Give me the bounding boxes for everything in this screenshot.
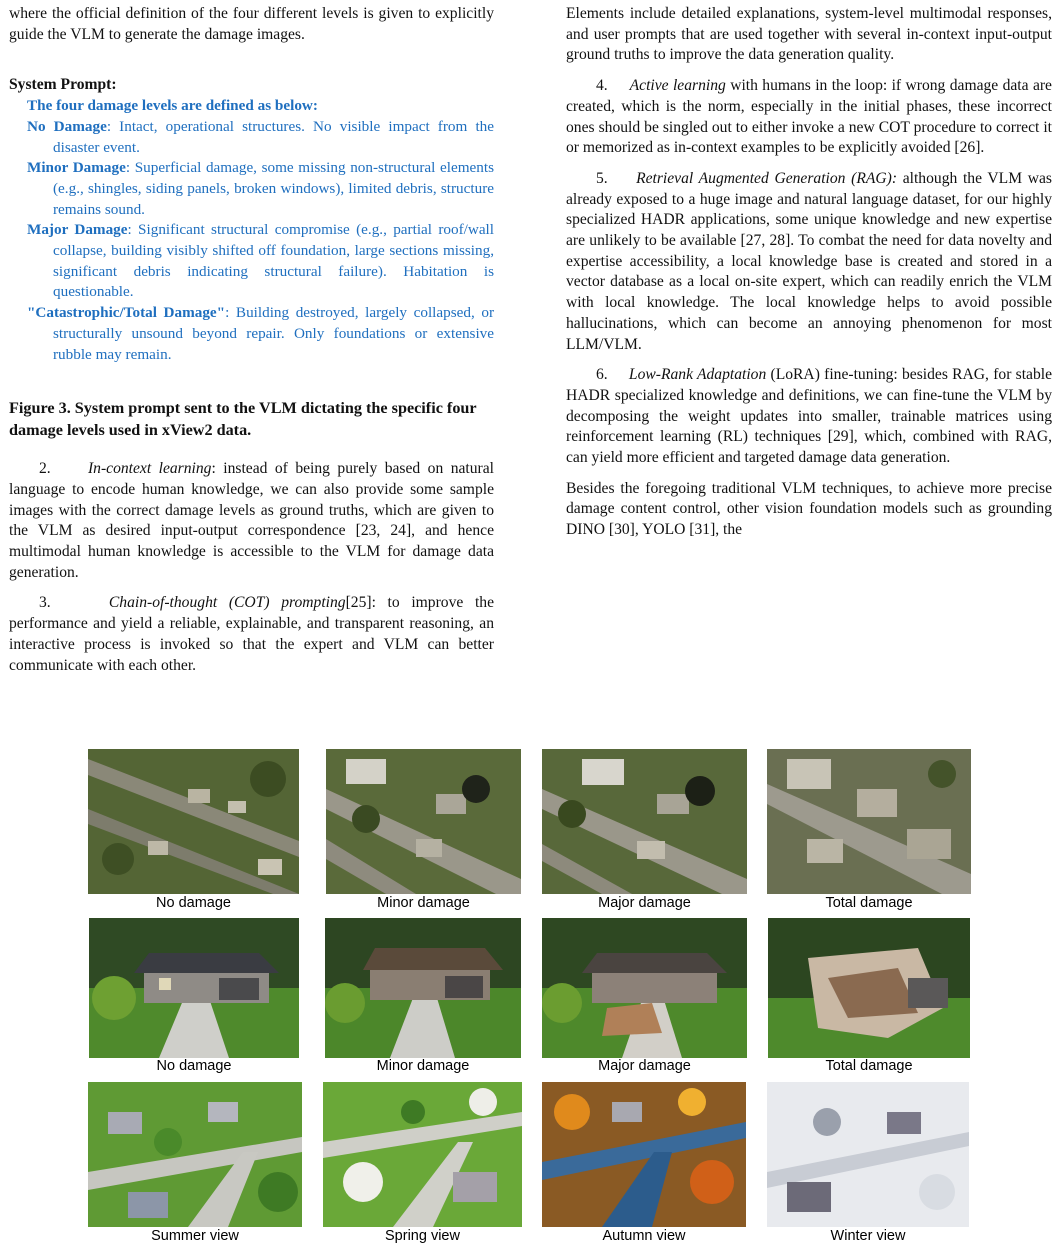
caption-row2-1: No damage <box>156 1058 232 1074</box>
closing-paragraph: Besides the foregoing traditional VLM techniques, to achieve more precise damage content control, other vision foundation models such as grounding DINO [30], YOLO [31], the <box>566 479 1052 539</box>
house-scene <box>89 918 299 1058</box>
house-scene <box>542 918 747 1058</box>
satellite-scene <box>542 749 747 894</box>
caption-row1-3: Major damage <box>598 895 691 911</box>
autumn-view-image <box>542 1082 746 1227</box>
sat-minor-damage-image <box>326 749 521 894</box>
system-prompt-label: System Prompt: <box>9 76 117 94</box>
caption-row2-3: Major damage <box>598 1058 691 1074</box>
item-3-paragraph: 3. Chain-of-thought (COT) prompting[25]: to improve the performance and yield a reliable, explainable, and transparent reasoning, an interactive process is invoked so that the expert and VLM can better communicate with each other. <box>9 594 494 674</box>
satellite-scene <box>88 749 299 894</box>
right-column <box>566 4 1052 541</box>
item-4-paragraph: 4. Active learning with humans in the loop: if wrong damage data are created, which is the norm, especially in the initial phases, these incorrect ones should be singled out to either invoke a new COT procedure to correct it or memorized as in-context examples to be explicitly avoided [26]. <box>566 77 1052 157</box>
sat-no-damage-image <box>88 749 299 894</box>
prompt-title: The four damage levels are defined as below: <box>27 97 318 115</box>
caption-row3-2: Spring view <box>385 1228 460 1244</box>
spring-view-image <box>323 1082 522 1227</box>
house-minor-damage-image <box>325 918 521 1058</box>
season-scene <box>323 1082 522 1227</box>
satellite-scene <box>326 749 521 894</box>
house-major-damage-image <box>542 918 747 1058</box>
caption-row3-3: Autumn view <box>602 1228 686 1244</box>
caption-row2-2: Minor damage <box>376 1058 470 1074</box>
house-scene <box>325 918 521 1058</box>
continued-paragraph: Elements include detailed explanations, system-level multimodal responses, and user prompts that are used together with several in-context input-output ground truths to improve the data generation quality. <box>566 5 1052 64</box>
intro-paragraph: where the official definition of the four different levels is given to explicitly guide the VLM to generate the damage images. <box>9 5 494 43</box>
season-scene <box>542 1082 746 1227</box>
caption-row3-4: Winter view <box>830 1228 906 1244</box>
house-no-damage-image <box>89 918 299 1058</box>
level-minor-damage: Minor Damage: Superficial damage, some missing non-structural elements (e.g., shingles, siding panels, broken windows), limited debris, structure remains sound. <box>27 159 494 218</box>
winter-view-image <box>767 1082 969 1227</box>
sat-major-damage-image <box>542 749 747 894</box>
caption-row2-4: Total damage <box>825 1058 913 1074</box>
caption-row1-2: Minor damage <box>377 895 470 911</box>
caption-row1-4: Total damage <box>825 895 913 911</box>
item-6-paragraph: 6. Low-Rank Adaptation (LoRA) fine-tuning: besides RAG, for stable HADR specialized knowledge and definitions, we can fine-tune the VLM by decomposing the weight updates into smaller, trainable matrices using reinforcement learning (RL) techniques [29], which, combined with RAG, can yield more efficient and targeted damage data generation. <box>566 366 1052 467</box>
summer-view-image <box>88 1082 302 1227</box>
left-column <box>9 4 494 676</box>
system-prompt-box <box>9 96 494 365</box>
sat-total-damage-image <box>767 749 971 894</box>
item-5-paragraph: 5. Retrieval Augmented Generation (RAG): although the VLM was already exposed to a huge image and natural language dataset, for our highly specialized HADR applications, some unique knowledge and new expertise are unlikely to be available [27, 28]. To combat the need for data novelty and expertise accessibility, a local knowledge base is created and stored in a vector database as a local on-site expert, which can readily enrich the VLM with local knowledge. The local knowledge helps to avoid possible hallucinations, which can become an annoying phenomenon for most LLM/VLM. <box>566 169 1052 353</box>
level-major-damage: Major Damage: Significant structural compromise (e.g., partial roof/wall collapse, building visibly shifted off foundation, large sections missing, significant debris indicating structural failure). Habitation is questionable. <box>27 221 494 301</box>
satellite-scene <box>767 749 971 894</box>
house-total-damage-image <box>768 918 970 1058</box>
house-scene <box>768 918 970 1058</box>
caption-row1-1: No damage <box>156 895 231 911</box>
season-scene <box>88 1082 302 1227</box>
caption-row3-1: Summer view <box>151 1228 239 1244</box>
figure-3-caption: Figure 3. System prompt sent to the VLM dictating the specific four damage levels used in xView2 data. <box>9 399 477 440</box>
level-no-damage: No Damage: Intact, operational structures. No visible impact from the disaster event. <box>27 117 494 156</box>
item-2-paragraph: 2. In-context learning: instead of being purely based on natural language to encode human knowledge, we can also provide some sample images with the correct damage levels as ground truths, which are given to the VLM as desired input-output correspondence [23, 24], and hence multimodal human knowledge is accessible to the VLM for damage data generation. <box>9 460 494 581</box>
season-scene <box>767 1082 969 1227</box>
level-total-damage: "Catastrophic/Total Damage": Building destroyed, largely collapsed, or structurally unsound beyond repair. Only foundations or extensive rubble may remain. <box>27 304 494 363</box>
